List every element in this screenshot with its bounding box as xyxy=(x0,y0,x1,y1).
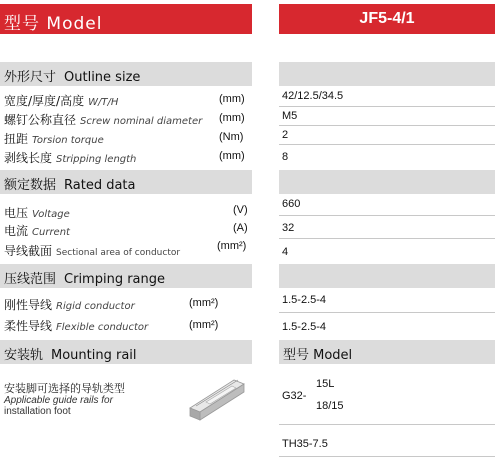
outline-row-unit: (mm) xyxy=(219,112,245,124)
outline-title-en: Outline size xyxy=(64,70,141,85)
rail-top: 15L xyxy=(316,378,335,390)
rated-row-label: 电流 Current xyxy=(4,224,70,238)
divider xyxy=(279,144,495,145)
model-value-bar xyxy=(279,4,495,34)
model-header-bar xyxy=(0,4,252,34)
outline-row-unit: (Nm) xyxy=(219,131,244,143)
rated-title-en: Rated data xyxy=(64,178,136,193)
crimping-section-bar-right xyxy=(279,264,495,288)
outline-row-label: 扭距 Torsion torque xyxy=(4,132,104,146)
outline-title-cn: 外形尺寸 xyxy=(4,70,57,85)
mounting-section-title xyxy=(4,344,137,363)
rated-row-unit: (mm²) xyxy=(217,240,247,252)
rated-row-value: 4 xyxy=(282,246,289,258)
divider xyxy=(279,106,495,107)
outline-row-value: 2 xyxy=(282,129,289,141)
mounting-model-title: 型号 Model xyxy=(283,348,353,363)
outline-row-label: 剥线长度 Stripping length xyxy=(4,151,137,165)
model-header-title: 型号 Model xyxy=(4,14,103,34)
crimping-title-cn: 压线范围 xyxy=(4,272,57,287)
crimping-section-bar xyxy=(0,264,252,288)
divider xyxy=(279,424,495,425)
mounting-title-en: Mounting rail xyxy=(51,348,137,363)
crimping-title-en: Crimping range xyxy=(64,272,166,287)
rated-section-title xyxy=(4,174,136,193)
rated-row-label: 导线截面 Sectional area of conductor xyxy=(4,244,181,258)
divider xyxy=(279,215,495,216)
outline-row-unit: (mm) xyxy=(219,150,245,162)
outline-row-label: 宽度/厚度/高度 W/T/H xyxy=(4,94,119,108)
divider xyxy=(279,238,495,239)
rail-bottom: 18/15 xyxy=(316,400,344,412)
mounting-desc-en-1: Applicable guide rails for xyxy=(4,395,113,406)
mounting-title-cn: 安装轨 xyxy=(4,348,44,363)
divider xyxy=(279,312,495,313)
outline-row-value: M5 xyxy=(282,110,298,122)
outline-section-bar-right xyxy=(279,62,495,86)
crimping-row-unit: (mm²) xyxy=(189,297,219,309)
model-value: JF5-4/1 xyxy=(359,10,415,27)
mounting-section-bar xyxy=(0,340,252,364)
crimping-row-label: 柔性导线 Flexible conductor xyxy=(4,319,149,333)
divider xyxy=(279,456,495,457)
crimping-row-unit: (mm²) xyxy=(189,319,219,331)
din-rail-illustration xyxy=(186,372,252,426)
outline-section-title xyxy=(4,66,140,85)
rated-row-label: 电压 Voltage xyxy=(4,206,70,220)
rated-row-value: 32 xyxy=(282,222,295,234)
rated-row-value: 660 xyxy=(282,198,301,210)
mounting-desc-cn: 安装脚可选择的导轨类型 xyxy=(4,382,125,395)
outline-row-unit: (mm) xyxy=(219,93,245,105)
rated-section-bar-right xyxy=(279,170,495,194)
outline-row-value: 8 xyxy=(282,151,289,163)
mounting-model-bar xyxy=(279,340,495,364)
crimping-row-value: 1.5-2.5-4 xyxy=(282,294,327,306)
rated-section-bar xyxy=(0,170,252,194)
outline-row-value: 42/12.5/34.5 xyxy=(282,90,344,102)
rail-2: TH35-7.5 xyxy=(282,438,328,450)
crimping-section-title xyxy=(4,268,165,287)
outline-row-label: 螺钉公称直径 Screw nominal diameter xyxy=(4,113,203,127)
divider xyxy=(279,125,495,126)
mounting-desc-en-2: installation foot xyxy=(4,406,71,417)
rated-title-cn: 额定数据 xyxy=(4,178,57,193)
outline-section-bar xyxy=(0,62,252,86)
crimping-row-value: 1.5-2.5-4 xyxy=(282,321,327,333)
rated-row-unit: (A) xyxy=(233,222,248,234)
crimping-row-label: 刚性导线 Rigid conductor xyxy=(4,298,135,312)
rail-prefix: G32- xyxy=(282,390,307,402)
rated-row-unit: (V) xyxy=(233,204,248,216)
